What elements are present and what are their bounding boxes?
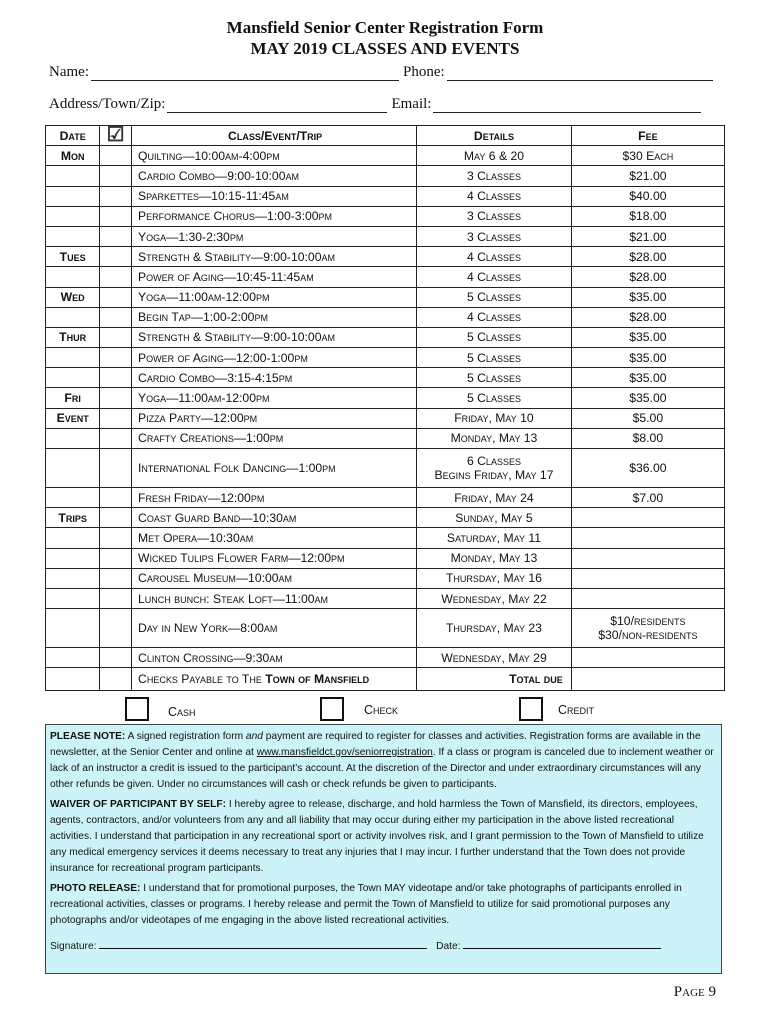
- table-row: [46, 327, 725, 347]
- row-select-box[interactable]: [100, 548, 132, 568]
- check-checkbox[interactable]: [320, 697, 344, 721]
- table-row: [46, 348, 725, 368]
- table-row: [46, 226, 725, 246]
- row-select-box[interactable]: [100, 327, 132, 347]
- email-label: Email:: [391, 96, 432, 112]
- row-details: Wednesday, May 22: [417, 588, 572, 608]
- row-fee: [571, 528, 724, 548]
- row-class: Sparkettes—10:15-11:45am: [132, 186, 417, 206]
- row-day: [46, 588, 100, 608]
- please-note-label: PLEASE NOTE:: [50, 731, 126, 742]
- table-header-row: [46, 126, 725, 146]
- table-row: [46, 449, 725, 488]
- table-row: [46, 307, 725, 327]
- row-fee: [571, 548, 724, 568]
- row-select-box[interactable]: [100, 488, 132, 508]
- row-fee: $35.00: [571, 368, 724, 388]
- row-select-box[interactable]: [100, 146, 132, 166]
- row-class: Pizza Party—12:00pm: [132, 408, 417, 428]
- table-row: [46, 488, 725, 508]
- row-fee-line-2: $30/non-residents: [598, 628, 698, 643]
- checks-payable-town: Town of Mansfield: [265, 672, 370, 687]
- checks-payable-note: [132, 668, 417, 691]
- row-fee: [571, 609, 724, 648]
- name-label: Name:: [49, 64, 89, 80]
- row-day: [46, 307, 100, 327]
- row-select-box[interactable]: [100, 568, 132, 588]
- row-select-box[interactable]: [100, 307, 132, 327]
- name-phone-row: [49, 64, 713, 81]
- row-class: Power of Aging—10:45-11:45am: [132, 267, 417, 287]
- row-class: Strength & Stability—9:00-10:00am: [132, 327, 417, 347]
- signature-label: Signature:: [50, 941, 97, 952]
- row-fee: $35.00: [571, 388, 724, 408]
- row-class: Yoga—11:00am-12:00pm: [132, 287, 417, 307]
- checks-payable-prefix: Checks Payable to The: [138, 672, 266, 687]
- table-row: [46, 388, 725, 408]
- address-field[interactable]: [167, 98, 387, 113]
- row-details: Friday, May 10: [417, 408, 572, 428]
- row-day: Thur: [46, 327, 100, 347]
- row-fee: $21.00: [571, 226, 724, 246]
- row-fee: $36.00: [571, 449, 724, 488]
- row-select-box[interactable]: [100, 609, 132, 648]
- credit-label: Credit: [558, 703, 595, 717]
- row-details: Monday, May 13: [417, 548, 572, 568]
- table-row: [46, 508, 725, 528]
- table-row: [46, 206, 725, 226]
- row-fee: $35.00: [571, 327, 724, 347]
- row-class: Clinton Crossing—9:30am: [132, 648, 417, 668]
- row-details: Thursday, May 16: [417, 568, 572, 588]
- row-fee: $8.00: [571, 428, 724, 448]
- row-fee: $35.00: [571, 348, 724, 368]
- form-subtitle: MAY 2019 CLASSES AND EVENTS: [250, 39, 520, 58]
- row-details: [417, 449, 572, 488]
- row-details-line-2: Begins Friday, May 17: [434, 468, 554, 482]
- notes-panel: [45, 724, 722, 974]
- waiver-text: I hereby agree to release, discharge, and hold harmless the Town of Mansfield, its directors, employees, agents, contractors, and/or volunteers from any and all liability that may occur during either my participation in the above listed recreational activities. I understand that participation in any recreational sport or activity involves risk, and I grant permission to the Town of Mansfield to utilize any medical emergency services it deems necessary to treat any injuries that I may incur. I further understand that the Town does not provide insurance for recreational program participants.: [50, 799, 704, 874]
- check-label: Check: [364, 703, 399, 717]
- row-details: Saturday, May 11: [417, 528, 572, 548]
- row-day: Fri: [46, 388, 100, 408]
- header-check-column: [100, 123, 132, 146]
- row-day: [46, 568, 100, 588]
- row-class: Carousel Museum—10:00am: [132, 568, 417, 588]
- checkmark-icon: ☑: [106, 123, 125, 146]
- row-select-box[interactable]: [100, 449, 132, 488]
- row-fee: [571, 648, 724, 668]
- form-title: Mansfield Senior Center Registration Form: [226, 18, 544, 37]
- row-select-box[interactable]: [100, 267, 132, 287]
- row-day: Wed: [46, 287, 100, 307]
- row-class: Cardio Combo—9:00-10:00am: [132, 166, 417, 186]
- table-row: [46, 568, 725, 588]
- table-row: [46, 267, 725, 287]
- row-class: Day in New York—8:00am: [132, 609, 417, 648]
- row-select-box[interactable]: [100, 528, 132, 548]
- phone-field[interactable]: [447, 66, 713, 81]
- row-day: [46, 206, 100, 226]
- row-select-box[interactable]: [100, 428, 132, 448]
- row-class: Fresh Friday—12:00pm: [132, 488, 417, 508]
- table-row: [46, 408, 725, 428]
- row-day: [46, 368, 100, 388]
- email-field[interactable]: [433, 98, 701, 113]
- row-details: 4 Classes: [417, 307, 572, 327]
- row-class: International Folk Dancing—1:00pm: [132, 449, 417, 488]
- row-fee: $21.00: [571, 166, 724, 186]
- cash-label: Cash: [168, 705, 196, 719]
- row-day: Mon: [46, 146, 100, 166]
- row-details: 5 Classes: [417, 388, 572, 408]
- please-note-text-3: . If a class or program is canceled due to inclement weather or lack of an instructor a credit is issued to the participant’s account. At the discretion of the Director and under extraordinary circumstances will any other refunds be given. Under no circumstances will cash or check refunds be given to participants.: [50, 747, 714, 790]
- row-details: May 6 & 20: [417, 146, 572, 166]
- row-class: Yoga—1:30-2:30pm: [132, 226, 417, 246]
- phone-label: Phone:: [402, 64, 445, 80]
- row-class: Met Opera—10:30am: [132, 528, 417, 548]
- header-fee: Fee: [571, 126, 724, 146]
- row-details: 3 Classes: [417, 206, 572, 226]
- please-note-paragraph: [50, 729, 716, 793]
- total-due-label: Total due: [417, 668, 572, 691]
- table-row: [46, 588, 725, 608]
- row-details: 5 Classes: [417, 287, 572, 307]
- table-row: [46, 648, 725, 668]
- date-field[interactable]: [463, 937, 661, 949]
- row-details-line-1: 6 Classes: [466, 454, 521, 468]
- signature-field[interactable]: [99, 937, 427, 949]
- table-row: [46, 548, 725, 568]
- table-row: [46, 186, 725, 206]
- row-details: Wednesday, May 29: [417, 648, 572, 668]
- please-note-and: and: [245, 731, 263, 742]
- row-details: 5 Classes: [417, 368, 572, 388]
- table-row: [46, 368, 725, 388]
- row-select-box[interactable]: [100, 186, 132, 206]
- row-details: 4 Classes: [417, 267, 572, 287]
- row-class: Begin Tap—1:00-2:00pm: [132, 307, 417, 327]
- waiver-paragraph: [50, 797, 716, 877]
- footer-empty-day: [46, 668, 100, 691]
- row-day: Event: [46, 408, 100, 428]
- row-day: [46, 528, 100, 548]
- footer-empty-check: [100, 668, 132, 691]
- photo-release-label: PHOTO RELEASE:: [50, 883, 141, 894]
- row-select-box[interactable]: [100, 348, 132, 368]
- credit-checkbox[interactable]: [519, 697, 543, 721]
- schedule-table: [45, 125, 725, 691]
- row-details: 3 Classes: [417, 226, 572, 246]
- table-row: [46, 287, 725, 307]
- row-fee: [571, 568, 724, 588]
- row-day: [46, 166, 100, 186]
- date-label: Date:: [436, 941, 461, 952]
- row-details: 4 Classes: [417, 247, 572, 267]
- row-details: Friday, May 24: [417, 488, 572, 508]
- row-select-box[interactable]: [100, 408, 132, 428]
- payment-method-row: [0, 697, 770, 723]
- row-details: 5 Classes: [417, 348, 572, 368]
- row-fee-line-1: $10/residents: [610, 614, 686, 629]
- row-day: [46, 186, 100, 206]
- row-day: [46, 648, 100, 668]
- row-day: [46, 488, 100, 508]
- address-email-row: [49, 96, 701, 113]
- name-field[interactable]: [91, 66, 399, 81]
- row-day: [46, 548, 100, 568]
- row-select-box[interactable]: [100, 648, 132, 668]
- row-day: [46, 449, 100, 488]
- row-day: [46, 348, 100, 368]
- table-row: [46, 428, 725, 448]
- row-fee: $30 Each: [571, 146, 724, 166]
- row-select-box[interactable]: [100, 588, 132, 608]
- row-fee: $28.00: [571, 267, 724, 287]
- row-select-box[interactable]: [100, 388, 132, 408]
- row-class: Quilting—10:00am-4:00pm: [132, 146, 417, 166]
- row-details: Sunday, May 5: [417, 508, 572, 528]
- row-class: Performance Chorus—1:00-3:00pm: [132, 206, 417, 226]
- row-fee: $5.00: [571, 408, 724, 428]
- row-details: 5 Classes: [417, 327, 572, 347]
- row-details: Monday, May 13: [417, 428, 572, 448]
- total-due-field[interactable]: [571, 668, 724, 691]
- row-fee: $40.00: [571, 186, 724, 206]
- photo-release-paragraph: [50, 881, 716, 929]
- row-class: Coast Guard Band—10:30am: [132, 508, 417, 528]
- row-fee: $18.00: [571, 206, 724, 226]
- row-select-box[interactable]: [100, 206, 132, 226]
- address-label: Address/Town/Zip:: [49, 96, 166, 112]
- row-fee: $7.00: [571, 488, 724, 508]
- cash-checkbox[interactable]: [125, 697, 149, 721]
- row-details: 4 Classes: [417, 186, 572, 206]
- schedule-body: [46, 146, 725, 668]
- row-details: 3 Classes: [417, 166, 572, 186]
- header-class: Class/Event/Trip: [132, 126, 417, 146]
- row-fee: $28.00: [571, 307, 724, 327]
- row-fee: $35.00: [571, 287, 724, 307]
- row-day: [46, 609, 100, 648]
- row-details: Thursday, May 23: [417, 609, 572, 648]
- header-details: Details: [417, 126, 572, 146]
- row-class: Yoga—11:00am-12:00pm: [132, 388, 417, 408]
- waiver-label: WAIVER OF PARTICIPANT BY SELF:: [50, 799, 227, 810]
- row-class: Lunch bunch: Steak Loft—11:00am: [132, 588, 417, 608]
- row-day: Tues: [46, 247, 100, 267]
- row-select-box[interactable]: [100, 247, 132, 267]
- row-class: Strength & Stability—9:00-10:00am: [132, 247, 417, 267]
- row-class: Crafty Creations—1:00pm: [132, 428, 417, 448]
- row-select-box[interactable]: [100, 166, 132, 186]
- row-day: [46, 428, 100, 448]
- row-day: [46, 226, 100, 246]
- row-class: Cardio Combo—3:15-4:15pm: [132, 368, 417, 388]
- row-class: Wicked Tulips Flower Farm—12:00pm: [132, 548, 417, 568]
- photo-release-text: I understand that for promotional purposes, the Town MAY videotape and/or take photographs of participants enrolled in recreational activities, classes or programs. I hereby release and permit the Town of Mansfield to utilize for said promotional purposes any photographs and/or videotapes of me engaging in the above listed recreational activities.: [50, 883, 682, 926]
- row-day: [46, 267, 100, 287]
- please-note-text-2: payment are required to register for classes and activities. Registration forms are available in the newsletter, at the Senior Center and online at: [50, 731, 701, 758]
- table-row: [46, 146, 725, 166]
- registration-link[interactable]: www.mansfieldct.gov/seniorregistration: [256, 747, 433, 758]
- row-select-box[interactable]: [100, 226, 132, 246]
- page-number: Page 9: [673, 984, 716, 1000]
- table-row: [46, 247, 725, 267]
- table-row: [46, 528, 725, 548]
- total-row: [46, 668, 725, 691]
- row-fee: [571, 508, 724, 528]
- row-class: Power of Aging—12:00-1:00pm: [132, 348, 417, 368]
- header-date: Date: [46, 126, 100, 146]
- row-day: Trips: [46, 508, 100, 528]
- table-row: [46, 166, 725, 186]
- row-fee: [571, 588, 724, 608]
- row-select-box[interactable]: [100, 508, 132, 528]
- row-select-box[interactable]: [100, 287, 132, 307]
- signature-row: [50, 937, 716, 955]
- table-row: [46, 609, 725, 648]
- row-fee: $28.00: [571, 247, 724, 267]
- row-select-box[interactable]: [100, 368, 132, 388]
- please-note-text-1: A signed registration form: [125, 731, 246, 742]
